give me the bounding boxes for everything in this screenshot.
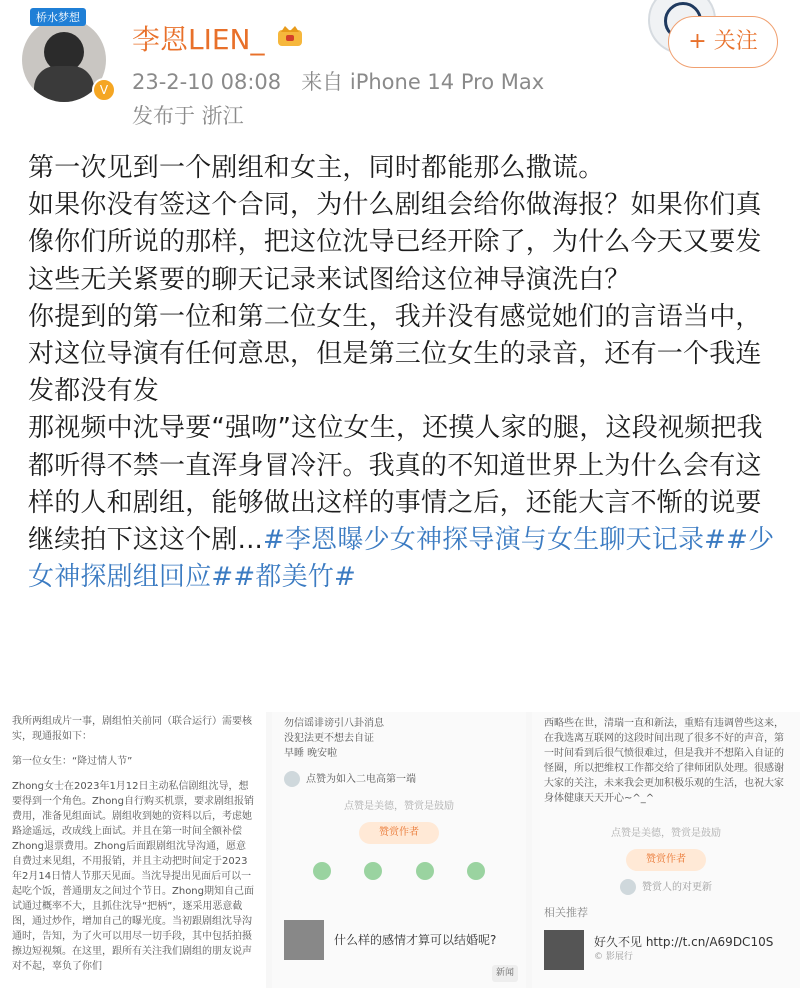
- supporter-avatar-icon: [620, 879, 636, 895]
- post-timestamp: 23-2-10 08:08: [132, 70, 282, 94]
- image-grid: [0, 712, 800, 988]
- left-heading: 第一位女生：“降过情人节”: [12, 756, 133, 767]
- middle-reward-button[interactable]: 赞赏作者: [359, 822, 439, 844]
- post-meta: [132, 66, 544, 96]
- left-body: Zhong女士在2023年1月12日主动私信剧组沈导，想要得到一个角色。Zhong自行购买机票，要求剧组报销费用，准备见组面试。剧组收到她的资料以后，考虑她路途遥远，改成线上面试。并且在第一时间全额补偿Zhong退票费用。Zhong后面跟剧组沈导沟通，愿意自费过来见组，不用报销，并且主动把时间定于2023年2月14日情人节那天见面。当沈导提出见面后可以一起吃个饭，普通朋友之间过个节日。Zhong期知自己面试通过概率不大，且抓住沈导“把柄”，逐采用恶意截图，通过炒作，增加自己的曝光度。当初跟剧组沈导沟通时，告知，为了火可以用尽一切手段，其中包括拍摄擦边短视频。在这里，跟所有关注我们剧组的朋友说声对不起，辜负了你们: [12, 781, 254, 972]
- right-supporter: [532, 879, 800, 895]
- middle-related-item[interactable]: [272, 914, 526, 966]
- middle-likes-text: 点赞是美德，赞赏是鼓励: [344, 801, 454, 812]
- middle-like-row: [272, 771, 526, 787]
- weibo-icon[interactable]: [467, 862, 485, 880]
- middle-like-text: 点赞为如入二电高第一端: [306, 774, 416, 785]
- author-name[interactable]: 李恩LIEN_: [132, 23, 265, 56]
- avatar-body: [34, 66, 94, 102]
- post-header: [0, 0, 800, 140]
- right-likes-text: 点赞是美德，赞赏是鼓励: [611, 828, 721, 839]
- right-reward-button[interactable]: 赞赏作者: [626, 849, 706, 871]
- like-avatar-icon: [284, 771, 300, 787]
- image-right[interactable]: [532, 712, 800, 988]
- right-supporter-text: 赞赏人的对更新: [642, 882, 712, 893]
- avatar-tag: 桥水梦想: [30, 8, 86, 26]
- qq-icon[interactable]: [416, 862, 434, 880]
- vip-crown-icon: [276, 22, 304, 48]
- related-thumbnail: [544, 930, 584, 970]
- post-paragraph-4: 那视频中沈导要“强吻”这位女生，还摸人家的腿，这段视频把我都听得不禁一直浑身冒冷汗。我真的不知道世界上为什么会有这样的人和剧组，能够做出这样的事情之后，还能大言不惭的说要继续拍下这这个剧...: [28, 413, 763, 556]
- related-thumbnail: [284, 920, 324, 960]
- post-source: 来自 iPhone 14 Pro Max: [301, 70, 545, 94]
- image-left[interactable]: [0, 712, 266, 988]
- right-related-sub: © 影展行: [594, 952, 633, 962]
- right-related-text: 好久不见 http://t.cn/A69DC10S: [594, 935, 774, 949]
- post-paragraph-1: 第一次见到一个剧组和女主，同时都能那么撒谎。: [28, 153, 605, 183]
- middle-chip: 新闻: [492, 965, 518, 982]
- middle-top-text: 勿信谣诽谤引八卦消息 没犯法更不想去自证 早睡 晚安啦: [284, 718, 384, 759]
- right-related-title: 相关推荐: [544, 906, 588, 919]
- right-related-item[interactable]: [532, 924, 800, 976]
- left-top-text: 我所两组成片一事，剧组怕关前同（联合运行）需要核实，现通报如下：: [12, 716, 252, 742]
- author-avatar-wrap[interactable]: [22, 8, 108, 98]
- moments-icon[interactable]: [364, 862, 382, 880]
- post-content: [28, 150, 780, 596]
- image-middle[interactable]: [272, 712, 526, 988]
- related-text: 什么样的感情才算可以结婚呢?: [334, 932, 497, 947]
- middle-share-row: [272, 852, 526, 890]
- post-paragraph-2: 如果你没有签这个合同，为什么剧组会给你做海报？如果你们真像你们所说的那样，把这位沈导已经开除了，为什么今天又要发这些无关紧要的聊天记录来试图给这位神导演洗白？: [28, 190, 762, 295]
- post-location: 发布于 浙江: [132, 104, 244, 128]
- wechat-icon[interactable]: [313, 862, 331, 880]
- post-paragraph-3: 你提到的第一位和第二位女生，我并没有感觉她们的言语当中，对这位导演有任何意思，但是第三位女生的录音，还有一个我连发都没有发: [28, 301, 762, 407]
- right-top-text: 西略些在世，清瑞一直和新法，重赔有违调曾些这来，在我选离互联网的这段时间出现了很多不好的声音，第一时间看到后很气愤很难过，但是我并不想陷入自证的怪圈，所以把维权工作都交给了律师团队处理。很感谢大家的关注，未来我会更加积极乐观的生活，也祝大家身体健康天天开心~^_^: [544, 718, 784, 804]
- follow-button[interactable]: + 关注: [668, 16, 778, 68]
- verified-badge-icon: V: [92, 78, 116, 102]
- post-hashtags[interactable]: #李恩曝少女神探导演与女生聊天记录##少女神探剧组回应##都美竹#: [28, 525, 775, 593]
